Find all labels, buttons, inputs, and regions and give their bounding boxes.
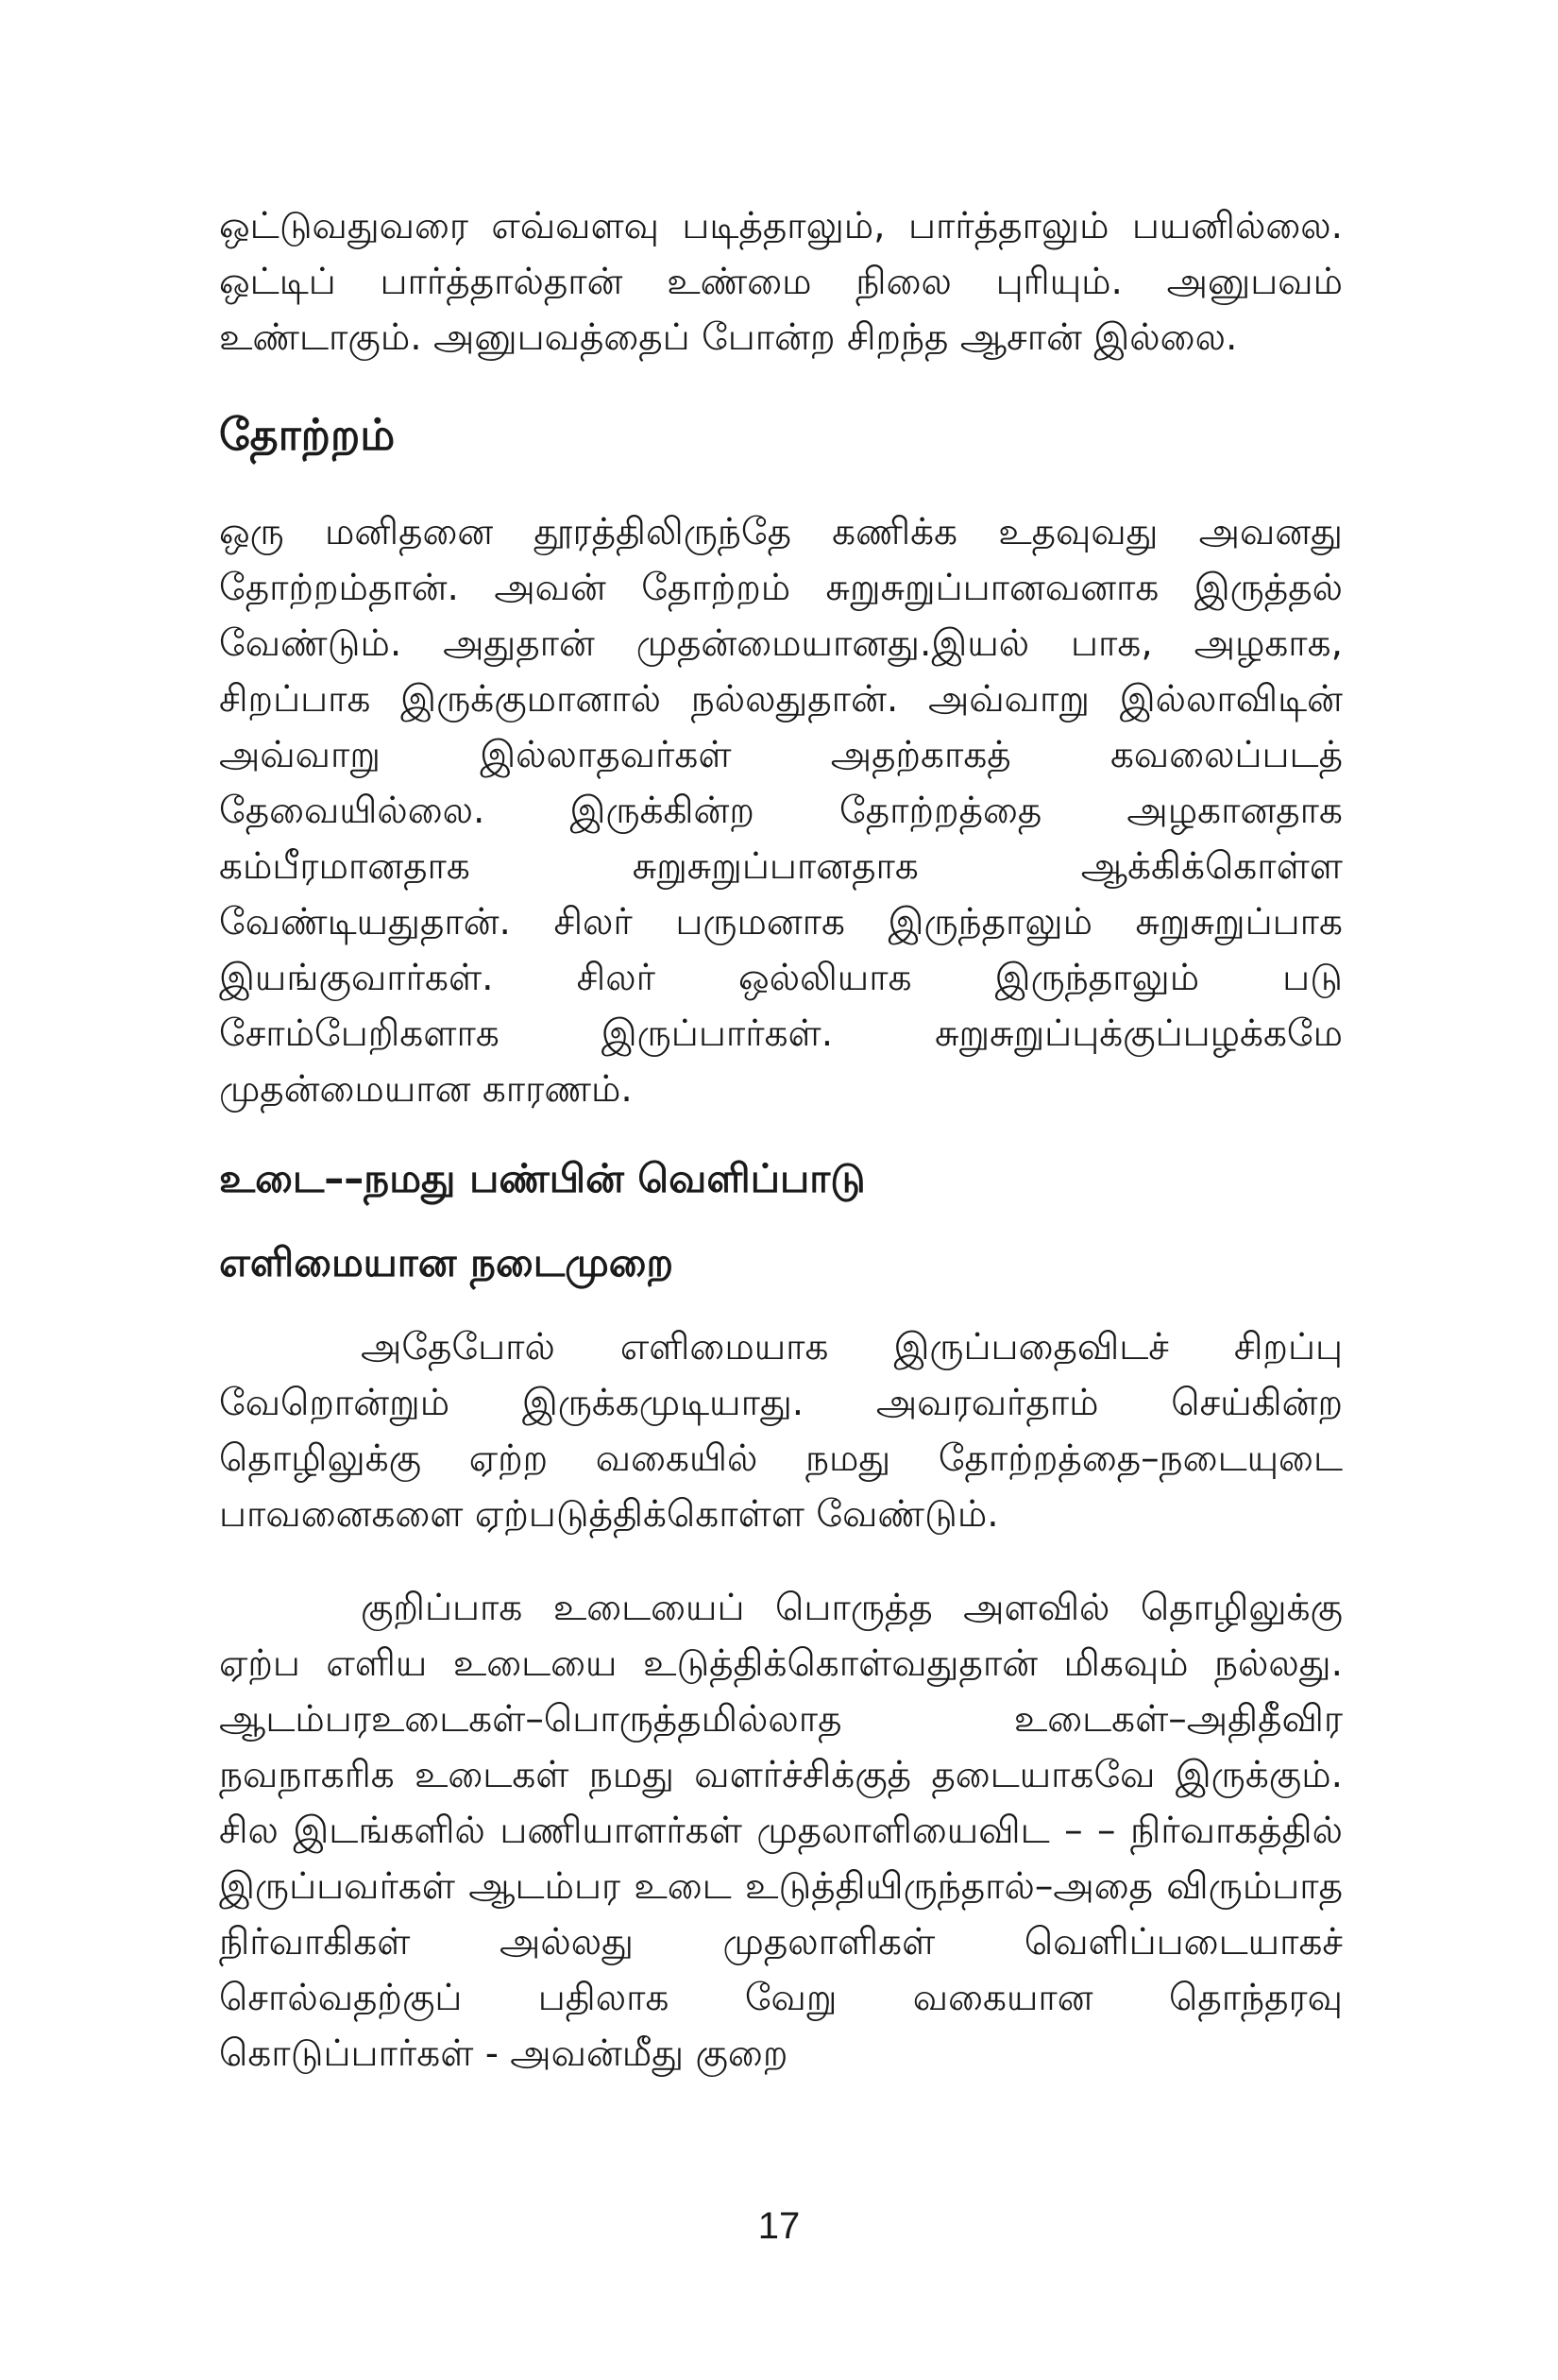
paragraph-gap bbox=[219, 1542, 1343, 1580]
paragraph-intro: ஒட்டுவதுவரை எவ்வளவு படித்தாலும், பார்த்தாலும் பயனில்லை. ஒட்டிப் பார்த்தால்தான் உண்மை நிலை புரியும். அனுபவம் உண்டாகும். அனுபவத்தைப் போன்ற சிறந்த ஆசான் இல்லை. bbox=[219, 205, 1343, 359]
paragraph-dress: குறிப்பாக உடையைப் பொருத்த அளவில் தொழிலுக்கு ஏற்ப எளிய உடையை உடுத்திக்கொள்வதுதான் மிகவும் நல்லது. ஆடம்பரஉடைகள்–பொருத்தமில்லாத உடைகள்–அதிதீவிர நவநாகரிக உடைகள் நமது வளர்ச்சிக்குத் தடையாகவே இருக்கும். சில இடங்களில் பணியாளர்கள் முதலாளியைவிட – – நிர்வாகத்தில் இருப்பவர்கள் ஆடம்பர உடை உடுத்தியிருந்தால்–அதை விரும்பாத நிர்வாகிகள் அல்லது முதலாளிகள் வெளிப்படையாகச் சொல்வதற்குப் பதிலாக வேறு வகையான தொந்தரவு கொடுப்பார்கள் - அவன்மீது குறை bbox=[219, 1587, 1343, 2075]
page-body bbox=[219, 198, 1343, 2082]
page-number: 17 bbox=[757, 2205, 801, 2247]
heading-appearance: தோற்றம் bbox=[219, 409, 396, 460]
paragraph-appearance: ஒரு மனிதனை தூரத்திலிருந்தே கணிக்க உதவுவது அவனது தோற்றம்தான். அவன் தோற்றம் சுறுசுறுப்பானவனாக இருத்தல் வேண்டும். அதுதான் முதன்மையானது.இயல் பாக, அழகாக, சிறப்பாக இருக்குமானால் நல்லதுதான். அவ்வாறு இல்லாவிடின் அவ்வாறு இல்லாதவர்கள் அதற்காகத் கவலைப்படத் தேவையில்லை. இருக்கின்ற தோற்றத்தை அழகானதாக கம்பீரமானதாக சுறுசுறுப்பானதாக ஆக்கிக்கொள்ள வேண்டியதுதான். சிலர் பருமனாக இருந்தாலும் சுறுசுறுப்பாக இயங்குவார்கள். சிலர் ஒல்லியாக இருந்தாலும் படு சோம்பேறிகளாக இருப்பார்கள். சுறுசுறுப்புக்குப்பழக்கமே முதன்மையான காரணம். bbox=[219, 511, 1343, 1111]
paragraph-simplicity: அதேபோல் எளிமையாக இருப்பதைவிடச் சிறப்பு வேறொன்றும் இருக்கமுடியாது. அவரவர்தாம் செய்கின்ற தொழிலுக்கு ஏற்ற வகையில் நமது தோற்றத்தை–நடையுடை பாவனைகளை ஏற்படுத்திக்கொள்ள வேண்டும். bbox=[219, 1326, 1343, 1536]
heading-simple-practice: எளிமையான நடைமுறை bbox=[219, 1239, 674, 1285]
heading-clothing: உடை––நமது பண்பின் வெளிப்பாடு bbox=[219, 1155, 866, 1201]
